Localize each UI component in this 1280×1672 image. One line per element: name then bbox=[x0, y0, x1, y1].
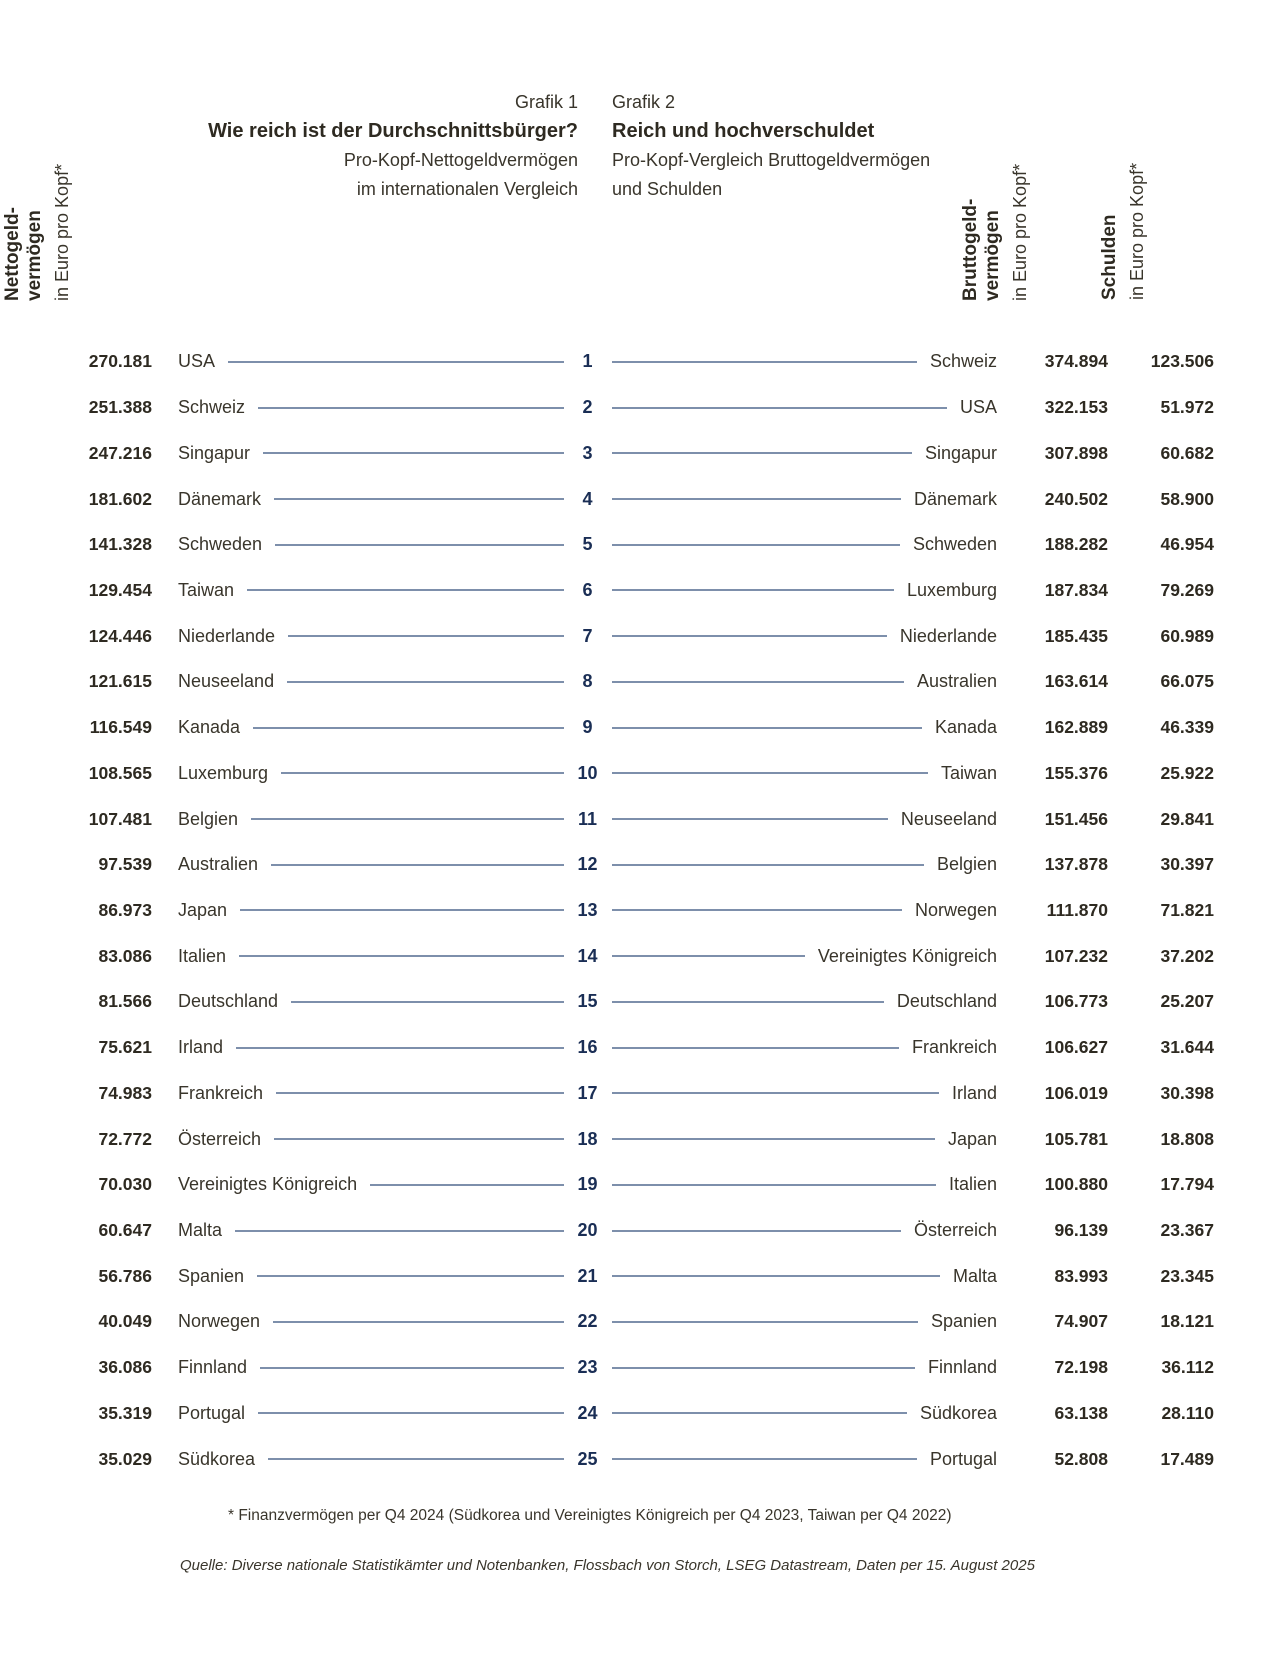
net-country: Kanada bbox=[178, 717, 241, 738]
right-connector-line bbox=[612, 1092, 939, 1094]
left-connector-line bbox=[258, 407, 563, 409]
gross-country-zone bbox=[612, 809, 998, 830]
table-row bbox=[66, 430, 1214, 476]
net-country-zone bbox=[178, 1129, 564, 1150]
left-connector-line bbox=[274, 498, 563, 500]
gross-country-zone bbox=[612, 763, 998, 784]
net-country: Australien bbox=[178, 854, 259, 875]
gross-country-zone bbox=[612, 1083, 998, 1104]
right-connector-line bbox=[612, 498, 901, 500]
gross-value: 187.834 bbox=[1044, 579, 1108, 600]
gross-country-zone bbox=[612, 854, 998, 875]
left-connector-line bbox=[276, 1092, 563, 1094]
net-country: Singapur bbox=[178, 442, 251, 463]
debt-value: 46.954 bbox=[1160, 534, 1214, 555]
debt-value: 58.900 bbox=[1160, 488, 1214, 509]
rank-label: 22 bbox=[577, 1311, 598, 1332]
table-row bbox=[66, 979, 1214, 1025]
gross-value: 52.808 bbox=[1054, 1448, 1108, 1469]
debt-column-header bbox=[1099, 163, 1149, 300]
grafik2-header bbox=[612, 88, 930, 204]
gross-value: 188.282 bbox=[1044, 534, 1108, 555]
net-value: 35.319 bbox=[98, 1402, 152, 1423]
footnote: * Finanzvermögen per Q4 2024 (Südkorea und Vereinigtes Königreich per Q4 2023, Taiwan per Q4 2022) bbox=[228, 1507, 952, 1524]
debt-value: 17.489 bbox=[1160, 1448, 1214, 1469]
rank-label: 25 bbox=[577, 1448, 598, 1469]
gross-country-zone bbox=[612, 900, 998, 921]
net-value: 83.086 bbox=[98, 945, 152, 966]
net-value: 56.786 bbox=[98, 1265, 152, 1286]
gross-country-zone bbox=[612, 397, 998, 418]
net-country-zone bbox=[178, 351, 564, 372]
rank-label: 19 bbox=[577, 1174, 598, 1195]
net-value: 97.539 bbox=[98, 854, 152, 875]
table-row bbox=[66, 1436, 1214, 1482]
net-value: 86.973 bbox=[98, 899, 152, 920]
gross-country-zone bbox=[612, 351, 998, 372]
net-value: 40.049 bbox=[98, 1311, 152, 1332]
rank-label: 13 bbox=[577, 899, 598, 920]
gross-value: 63.138 bbox=[1054, 1402, 1108, 1423]
gross-country-zone bbox=[612, 1357, 998, 1378]
right-connector-line bbox=[612, 1458, 917, 1460]
net-country: Norwegen bbox=[178, 1311, 261, 1332]
gross-value: 151.456 bbox=[1044, 808, 1108, 829]
debt-value: 51.972 bbox=[1160, 397, 1214, 418]
gross-country: Südkorea bbox=[919, 1402, 997, 1423]
gross-value: 162.889 bbox=[1044, 717, 1108, 738]
right-connector-line bbox=[612, 818, 888, 820]
left-connector-line bbox=[268, 1458, 563, 1460]
grafik1-header bbox=[208, 88, 578, 204]
debt-value: 30.397 bbox=[1160, 854, 1214, 875]
table-row bbox=[66, 888, 1214, 934]
net-country: Niederlande bbox=[178, 625, 276, 646]
net-country: Italien bbox=[178, 945, 227, 966]
net-value: 72.772 bbox=[98, 1128, 152, 1149]
debt-column-header-line1: Schulden bbox=[1099, 214, 1120, 300]
rank-label: 10 bbox=[577, 762, 598, 783]
debt-value: 23.345 bbox=[1160, 1265, 1214, 1286]
gross-value: 106.627 bbox=[1044, 1037, 1108, 1058]
gross-country-zone bbox=[612, 1174, 998, 1195]
gross-value: 83.993 bbox=[1054, 1265, 1108, 1286]
gross-country: Belgien bbox=[936, 854, 997, 875]
net-country: Dänemark bbox=[178, 488, 262, 509]
right-connector-line bbox=[612, 909, 902, 911]
left-connector-line bbox=[273, 1321, 563, 1323]
gross-country-zone bbox=[612, 1037, 998, 1058]
gross-country: Malta bbox=[952, 1265, 997, 1286]
left-connector-line bbox=[235, 1230, 563, 1232]
net-country-zone bbox=[178, 1083, 564, 1104]
net-country-zone bbox=[178, 717, 564, 738]
left-connector-line bbox=[291, 1001, 563, 1003]
gross-value: 307.898 bbox=[1044, 442, 1108, 463]
gross-country: Frankreich bbox=[911, 1037, 997, 1058]
rank-label: 17 bbox=[577, 1082, 598, 1103]
net-country-zone bbox=[178, 1357, 564, 1378]
gross-country: Schweiz bbox=[929, 351, 997, 372]
net-country-zone bbox=[178, 534, 564, 555]
gross-column-header-line1: Bruttogeld- bbox=[960, 198, 981, 301]
rank-label: 21 bbox=[577, 1265, 598, 1286]
gross-value: 322.153 bbox=[1044, 397, 1108, 418]
net-column-header-line1: Nettogeld- bbox=[2, 207, 23, 301]
table-row bbox=[66, 796, 1214, 842]
net-country: Schweiz bbox=[178, 397, 246, 418]
gross-country-zone bbox=[612, 1129, 998, 1150]
gross-value: 96.139 bbox=[1054, 1220, 1108, 1241]
left-connector-line bbox=[288, 635, 563, 637]
right-connector-line bbox=[612, 407, 947, 409]
right-connector-line bbox=[612, 1138, 935, 1140]
right-connector-line bbox=[612, 1275, 940, 1277]
gross-country: Österreich bbox=[913, 1220, 997, 1241]
gross-country: Irland bbox=[951, 1082, 997, 1103]
rank-label: 14 bbox=[577, 945, 598, 966]
net-country-zone bbox=[178, 809, 564, 830]
net-value: 108.565 bbox=[88, 762, 152, 783]
gross-country: Niederlande bbox=[899, 625, 997, 646]
right-connector-line bbox=[612, 1047, 899, 1049]
net-value: 81.566 bbox=[98, 991, 152, 1012]
gross-value: 137.878 bbox=[1044, 854, 1108, 875]
gross-country-zone bbox=[612, 489, 998, 510]
gross-value: 163.614 bbox=[1044, 671, 1108, 692]
debt-value: 23.367 bbox=[1160, 1220, 1214, 1241]
left-connector-line bbox=[239, 955, 563, 957]
gross-country: Taiwan bbox=[940, 762, 997, 783]
net-country: Österreich bbox=[178, 1128, 262, 1149]
net-country-zone bbox=[178, 900, 564, 921]
debt-value: 66.075 bbox=[1160, 671, 1214, 692]
gross-country: Vereinigtes Königreich bbox=[817, 945, 997, 966]
grafik1-subtitle-line1: Pro-Kopf-Nettogeldvermögen bbox=[343, 150, 578, 170]
left-connector-line bbox=[240, 909, 563, 911]
net-country-zone bbox=[178, 854, 564, 875]
right-connector-line bbox=[612, 544, 900, 546]
gross-country-zone bbox=[612, 1449, 998, 1470]
rank-label: 20 bbox=[577, 1220, 598, 1241]
right-connector-line bbox=[612, 864, 924, 866]
left-connector-line bbox=[370, 1184, 563, 1186]
net-country-zone bbox=[178, 1037, 564, 1058]
left-connector-line bbox=[253, 727, 563, 729]
gross-country: Neuseeland bbox=[900, 808, 997, 829]
net-country: Malta bbox=[178, 1220, 223, 1241]
rank-label: 16 bbox=[577, 1037, 598, 1058]
gross-value: 155.376 bbox=[1044, 762, 1108, 783]
gross-country: Singapur bbox=[924, 442, 997, 463]
net-value: 107.481 bbox=[88, 808, 152, 829]
rank-label: 3 bbox=[582, 442, 593, 463]
net-country-zone bbox=[178, 671, 564, 692]
debt-value: 71.821 bbox=[1160, 899, 1214, 920]
left-connector-line bbox=[271, 864, 563, 866]
gross-value: 374.894 bbox=[1044, 351, 1108, 372]
table-row bbox=[66, 522, 1214, 568]
right-connector-line bbox=[612, 681, 904, 683]
right-connector-line bbox=[612, 1001, 884, 1003]
gross-country: Luxemburg bbox=[906, 579, 997, 600]
gross-country: Dänemark bbox=[913, 488, 997, 509]
net-country: Deutschland bbox=[178, 991, 279, 1012]
right-connector-line bbox=[612, 635, 887, 637]
net-value: 60.647 bbox=[98, 1220, 152, 1241]
gross-column-header bbox=[960, 164, 1032, 301]
gross-value: 107.232 bbox=[1044, 945, 1108, 966]
table-row bbox=[66, 842, 1214, 888]
net-country-zone bbox=[178, 763, 564, 784]
gross-country-zone bbox=[612, 1403, 998, 1424]
gross-country: Norwegen bbox=[914, 899, 997, 920]
net-value: 75.621 bbox=[98, 1037, 152, 1058]
net-value: 247.216 bbox=[88, 442, 152, 463]
rank-label: 23 bbox=[577, 1357, 598, 1378]
gross-column-header-line2: vermögen bbox=[982, 210, 1003, 301]
left-connector-line bbox=[247, 589, 563, 591]
net-country-zone bbox=[178, 1449, 564, 1470]
gross-country-zone bbox=[612, 534, 998, 555]
rank-label: 8 bbox=[582, 671, 593, 692]
rank-label: 4 bbox=[582, 488, 593, 509]
gross-country: Italien bbox=[948, 1174, 997, 1195]
net-country: Taiwan bbox=[178, 579, 235, 600]
gross-country: Deutschland bbox=[896, 991, 997, 1012]
gross-country-zone bbox=[612, 443, 998, 464]
right-connector-line bbox=[612, 589, 894, 591]
grafik1-subtitle-line2: im internationalen Vergleich bbox=[356, 179, 578, 199]
net-value: 181.602 bbox=[88, 488, 152, 509]
rank-label: 2 bbox=[582, 397, 593, 418]
rank-label: 12 bbox=[577, 854, 598, 875]
rank-label: 24 bbox=[577, 1402, 598, 1423]
right-connector-line bbox=[612, 361, 917, 363]
left-connector-line bbox=[236, 1047, 563, 1049]
table-row bbox=[66, 1025, 1214, 1071]
table-row bbox=[66, 659, 1214, 705]
left-connector-line bbox=[258, 1412, 563, 1414]
gross-country-zone bbox=[612, 991, 998, 1012]
net-value: 121.615 bbox=[88, 671, 152, 692]
net-value: 124.446 bbox=[88, 625, 152, 646]
rank-label: 7 bbox=[582, 625, 593, 646]
gross-country-zone bbox=[612, 1220, 998, 1241]
gross-country: Australien bbox=[916, 671, 997, 692]
gross-country-zone bbox=[612, 626, 998, 647]
debt-value: 46.339 bbox=[1160, 717, 1214, 738]
gross-country: Finnland bbox=[927, 1357, 997, 1378]
right-connector-line bbox=[612, 1321, 918, 1323]
debt-value: 25.922 bbox=[1160, 762, 1214, 783]
gross-value: 74.907 bbox=[1054, 1311, 1108, 1332]
debt-value: 36.112 bbox=[1161, 1357, 1214, 1378]
table-row bbox=[66, 385, 1214, 431]
table-row bbox=[66, 1116, 1214, 1162]
debt-value: 60.682 bbox=[1160, 442, 1214, 463]
net-column-header bbox=[2, 164, 74, 301]
net-country-zone bbox=[178, 1174, 564, 1195]
right-connector-line bbox=[612, 1367, 915, 1369]
net-country-zone bbox=[178, 489, 564, 510]
grafik1-label: Grafik 1 bbox=[514, 92, 578, 112]
table-row bbox=[66, 339, 1214, 385]
gross-country-zone bbox=[612, 946, 998, 967]
net-country: Finnland bbox=[178, 1357, 248, 1378]
debt-value: 28.110 bbox=[1161, 1402, 1214, 1423]
net-value: 129.454 bbox=[88, 579, 152, 600]
gross-value: 111.870 bbox=[1046, 899, 1108, 920]
net-country: Spanien bbox=[178, 1265, 245, 1286]
gross-country-zone bbox=[612, 717, 998, 738]
gross-value: 185.435 bbox=[1044, 625, 1108, 646]
left-connector-line bbox=[263, 452, 563, 454]
table-row bbox=[66, 1253, 1214, 1299]
net-country-zone bbox=[178, 443, 564, 464]
net-country-zone bbox=[178, 397, 564, 418]
rank-label: 1 bbox=[582, 351, 593, 372]
net-country: USA bbox=[178, 351, 216, 372]
rank-label: 6 bbox=[582, 579, 593, 600]
debt-column-unit: in Euro pro Kopf* bbox=[1127, 162, 1147, 300]
net-country: Neuseeland bbox=[178, 671, 275, 692]
net-country: Portugal bbox=[178, 1402, 246, 1423]
debt-value: 29.841 bbox=[1160, 808, 1214, 829]
rank-label: 11 bbox=[577, 808, 598, 829]
left-connector-line bbox=[281, 772, 563, 774]
net-country: Schweden bbox=[178, 534, 263, 555]
table-row bbox=[66, 1162, 1214, 1208]
debt-value: 17.794 bbox=[1160, 1174, 1214, 1195]
net-country-zone bbox=[178, 626, 564, 647]
table-row bbox=[66, 1208, 1214, 1254]
table-row bbox=[66, 705, 1214, 751]
net-value: 270.181 bbox=[88, 351, 152, 372]
net-country: Belgien bbox=[178, 808, 239, 829]
gross-value: 106.773 bbox=[1044, 991, 1108, 1012]
gross-country-zone bbox=[612, 1266, 998, 1287]
gross-country: USA bbox=[959, 397, 997, 418]
grafik2-label: Grafik 2 bbox=[612, 92, 676, 112]
right-connector-line bbox=[612, 1184, 936, 1186]
left-connector-line bbox=[257, 1275, 563, 1277]
table-row bbox=[66, 613, 1214, 659]
table-row bbox=[66, 1345, 1214, 1391]
gross-country: Spanien bbox=[930, 1311, 997, 1332]
gross-value: 240.502 bbox=[1044, 488, 1108, 509]
debt-value: 37.202 bbox=[1160, 945, 1214, 966]
ranking-rows bbox=[66, 339, 1214, 1482]
table-row bbox=[66, 1299, 1214, 1345]
left-connector-line bbox=[228, 361, 563, 363]
right-connector-line bbox=[612, 955, 805, 957]
net-country: Irland bbox=[178, 1037, 224, 1058]
gross-value: 105.781 bbox=[1044, 1128, 1108, 1149]
gross-value: 106.019 bbox=[1044, 1082, 1108, 1103]
gross-country-zone bbox=[612, 1311, 998, 1332]
net-country-zone bbox=[178, 946, 564, 967]
gross-country: Japan bbox=[947, 1128, 997, 1149]
right-connector-line bbox=[612, 772, 928, 774]
net-country-zone bbox=[178, 1403, 564, 1424]
rank-label: 18 bbox=[577, 1128, 598, 1149]
debt-value: 18.121 bbox=[1160, 1311, 1214, 1332]
net-value: 36.086 bbox=[98, 1357, 152, 1378]
debt-value: 30.398 bbox=[1160, 1082, 1214, 1103]
table-row bbox=[66, 933, 1214, 979]
net-value: 35.029 bbox=[98, 1448, 152, 1469]
net-country-zone bbox=[178, 1266, 564, 1287]
rank-label: 9 bbox=[582, 717, 593, 738]
grafik2-title: Reich und hochverschuldet bbox=[612, 120, 875, 142]
debt-value: 123.506 bbox=[1150, 351, 1214, 372]
table-row bbox=[66, 1391, 1214, 1437]
net-country: Südkorea bbox=[178, 1448, 256, 1469]
left-connector-line bbox=[275, 544, 563, 546]
rank-label: 5 bbox=[582, 534, 593, 555]
rank-label: 15 bbox=[577, 991, 598, 1012]
grafik1-title: Wie reich ist der Durchschnittsbürger? bbox=[208, 120, 578, 142]
table-row bbox=[66, 476, 1214, 522]
right-connector-line bbox=[612, 1412, 907, 1414]
net-value: 251.388 bbox=[88, 397, 152, 418]
debt-value: 79.269 bbox=[1160, 579, 1214, 600]
gross-country: Portugal bbox=[929, 1448, 997, 1469]
table-row bbox=[66, 1071, 1214, 1117]
left-connector-line bbox=[287, 681, 563, 683]
net-country-zone bbox=[178, 1311, 564, 1332]
grafik2-subtitle-line2: und Schulden bbox=[612, 179, 723, 199]
debt-value: 25.207 bbox=[1160, 991, 1214, 1012]
table-row bbox=[66, 750, 1214, 796]
net-country-zone bbox=[178, 1220, 564, 1241]
net-column-unit: in Euro pro Kopf* bbox=[52, 163, 72, 301]
net-country: Luxemburg bbox=[178, 762, 269, 783]
gross-column-unit: in Euro pro Kopf* bbox=[1010, 163, 1030, 301]
net-country-zone bbox=[178, 580, 564, 601]
table-row bbox=[66, 568, 1214, 614]
left-connector-line bbox=[274, 1138, 563, 1140]
net-value: 70.030 bbox=[98, 1174, 152, 1195]
right-connector-line bbox=[612, 727, 922, 729]
net-value: 74.983 bbox=[98, 1082, 152, 1103]
debt-value: 18.808 bbox=[1160, 1128, 1214, 1149]
debt-value: 31.644 bbox=[1160, 1037, 1214, 1058]
net-country: Vereinigtes Königreich bbox=[178, 1174, 358, 1195]
net-value: 141.328 bbox=[88, 534, 152, 555]
source-line: Quelle: Diverse nationale Statistikämter und Notenbanken, Flossbach von Storch, LSEG Datastream, Daten per 15. August 2025 bbox=[180, 1557, 1035, 1574]
gross-country: Kanada bbox=[934, 717, 997, 738]
gross-country-zone bbox=[612, 671, 998, 692]
net-value: 116.549 bbox=[89, 717, 152, 738]
left-connector-line bbox=[251, 818, 563, 820]
gross-value: 100.880 bbox=[1044, 1174, 1108, 1195]
debt-value: 60.989 bbox=[1160, 625, 1214, 646]
net-country: Japan bbox=[178, 899, 228, 920]
left-connector-line bbox=[260, 1367, 563, 1369]
gross-value: 72.198 bbox=[1054, 1357, 1108, 1378]
net-column-header-line2: vermögen bbox=[24, 210, 45, 301]
gross-country-zone bbox=[612, 580, 998, 601]
grafik2-subtitle-line1: Pro-Kopf-Vergleich Bruttogeldvermögen bbox=[612, 150, 931, 170]
gross-country: Schweden bbox=[912, 534, 997, 555]
net-country: Frankreich bbox=[178, 1082, 264, 1103]
net-country-zone bbox=[178, 991, 564, 1012]
right-connector-line bbox=[612, 1230, 901, 1232]
right-connector-line bbox=[612, 452, 912, 454]
